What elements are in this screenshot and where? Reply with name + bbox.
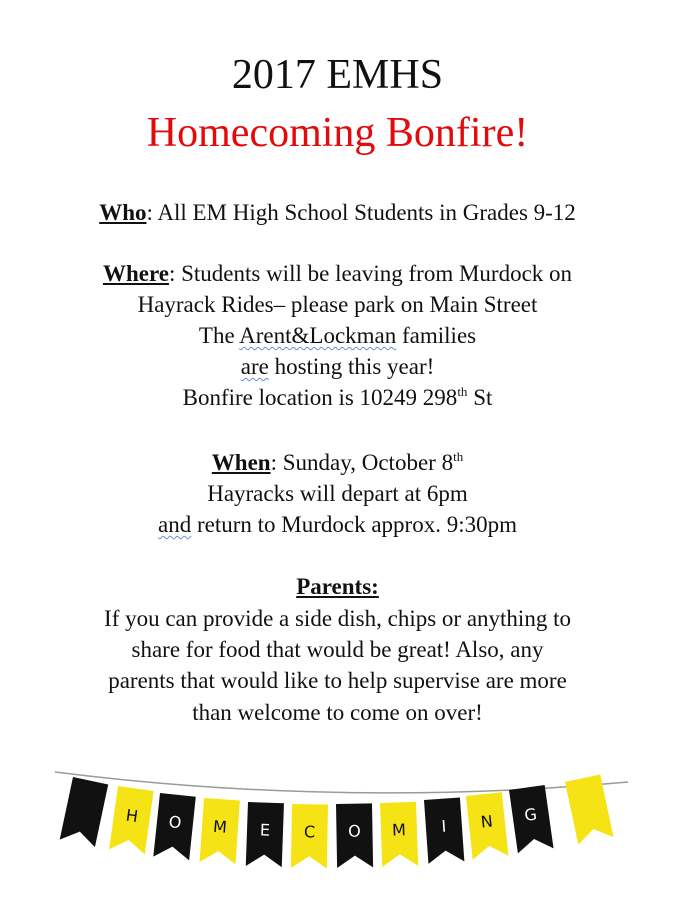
banner-letter: E — [259, 820, 271, 840]
and-word: and — [158, 512, 192, 537]
bonfire-location: Bonfire location is 10249 298 — [182, 385, 458, 410]
when-line-2: Hayracks will depart at 6pm — [207, 481, 468, 506]
banner-pennant — [424, 797, 464, 863]
where-line-3 — [0, 321, 675, 351]
banner-pennant — [336, 803, 373, 868]
where-label: Where — [102, 261, 169, 286]
where-hosts-prefix: The — [198, 323, 240, 348]
when-line-1 — [0, 448, 675, 478]
banner-pennant — [380, 802, 418, 867]
banner-pennant — [466, 792, 508, 859]
return-time-text: return to Murdock approx. 9:30pm — [191, 512, 517, 537]
where-hosts-suffix: families — [396, 323, 477, 348]
homecoming-bunting-banner — [0, 760, 675, 880]
date-ordinal-suffix: th — [453, 449, 464, 464]
banner-letter: M — [391, 820, 407, 840]
when-label: When — [211, 450, 271, 475]
banner-letter: O — [348, 821, 361, 841]
banner-letter: O — [167, 812, 183, 833]
banner-letter: M — [212, 816, 228, 837]
when-text: : Sunday, October 8 — [270, 450, 454, 475]
host-families: Arent&Lockman — [239, 323, 397, 348]
when-line-3 — [0, 510, 675, 540]
who-text: : All EM High School Students in Grades 9-12 — [146, 200, 576, 225]
where-line-2: Hayrack Rides– please park on Main Street — [137, 292, 538, 317]
banner-pennant — [109, 786, 154, 854]
banner-pennant — [509, 785, 554, 853]
parents-line-4: than welcome to come on over! — [192, 700, 483, 725]
parents-heading-line — [0, 572, 675, 602]
banner-pennant — [565, 775, 614, 845]
banner-letter: H — [124, 805, 140, 826]
parents-line-3: parents that would like to help supervise are more — [108, 668, 567, 693]
where-hosting-text: hosting this year! — [268, 354, 435, 379]
who-line — [0, 198, 675, 228]
flyer-title-year: 2017 EMHS — [231, 52, 444, 98]
parents-line-2: share for food that would be great! Also, any — [131, 637, 544, 662]
banner-letter: N — [479, 811, 494, 832]
where-line-4 — [0, 352, 675, 382]
ordinal-suffix: th — [457, 384, 468, 399]
parents-line-1: If you can provide a side dish, chips or anything to — [104, 606, 571, 631]
black-pennant — [60, 777, 109, 847]
where-text: : Students will be leaving from Murdock on — [168, 261, 573, 286]
who-label: Who — [99, 200, 147, 225]
flyer-title-event: Homecoming Bonfire! — [146, 110, 529, 156]
banner-pennant — [246, 802, 284, 867]
banner-pennant — [200, 798, 240, 864]
banner-letter: C — [303, 822, 316, 842]
yellow-pennant — [565, 775, 614, 845]
banner-letter: I — [440, 816, 447, 836]
where-line-5 — [0, 383, 675, 413]
street-suffix: St — [467, 385, 493, 410]
banner-pennant — [153, 793, 195, 860]
are-word: are — [240, 354, 269, 379]
banner-pennant — [60, 777, 109, 847]
where-line-1 — [0, 259, 675, 289]
parents-label: Parents: — [296, 574, 379, 599]
banner-letter: G — [523, 804, 539, 825]
banner-pennant — [291, 804, 328, 869]
